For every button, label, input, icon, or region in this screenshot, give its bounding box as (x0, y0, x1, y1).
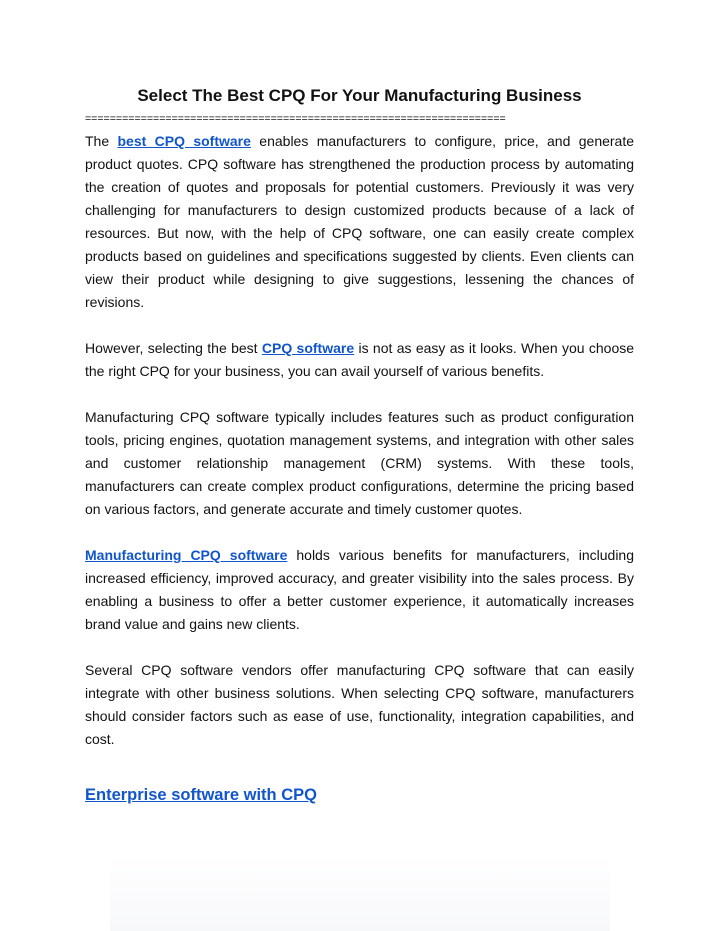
paragraph-gap (85, 521, 634, 544)
page-title: Select The Best CPQ For Your Manufacturing Business (137, 86, 582, 105)
paragraph-benefits (85, 544, 634, 636)
cpq-software-link[interactable]: CPQ software (261, 340, 355, 356)
selection-body-text: is not as easy as it looks. When you choose the right CPQ for your business, you can avail yourself of various benefits. (85, 340, 635, 379)
faded-image-area (110, 855, 610, 931)
paragraph-gap (85, 636, 634, 659)
benefits-body-text: holds various benefits for manufacturers, including increased efficiency, improved accuracy, and greater visibility into the sales process. By enabling a business to offer a better customer experience, it automatically increases brand value and gains new clients. (85, 547, 634, 632)
section-heading-enterprise[interactable]: Enterprise software with CPQ (85, 786, 317, 804)
divider-rule: ==================================================================== (85, 113, 506, 125)
paragraph-selection (85, 337, 634, 383)
paragraph-gap (85, 383, 634, 406)
intro-body-text: enables manufacturers to configure, price, and generate product quotes. CPQ software has strengthened the production process by automating the creation of quotes and proposals for potential customers. Previously it was very challenging for manufacturers to design customized products because of a lack of resources. But now, with the help of CPQ software, one can easily create complex products based on guidelines and specifications suggested by clients. Even clients can view their product while designing to give suggestions, lessening the chances of revisions. (85, 133, 635, 310)
intro-lead-text: The (85, 133, 110, 149)
paragraph-intro (85, 130, 634, 314)
paragraph-vendors: Several CPQ software vendors offer manufacturing CPQ software that can easily integrate with other business solutions. When selecting CPQ software, manufacturers should consider factors such as ease of use, functionality, integration capabilities, and cost. (85, 662, 634, 747)
paragraph-gap (85, 751, 634, 774)
best-cpq-software-link[interactable]: best CPQ software (117, 133, 251, 149)
manufacturing-cpq-software-link[interactable]: Manufacturing CPQ software (85, 547, 288, 563)
document-page (85, 84, 634, 808)
selection-lead-text: However, selecting the best (85, 340, 258, 356)
paragraph-features: Manufacturing CPQ software typically includes features such as product configuration tools, pricing engines, quotation management systems, and integration with other sales and customer relationship management (CRM) systems. With these tools, manufacturers can create complex product configurations, determine the pricing based on various factors, and generate accurate and timely customer quotes. (85, 409, 634, 517)
paragraph-gap (85, 314, 634, 337)
